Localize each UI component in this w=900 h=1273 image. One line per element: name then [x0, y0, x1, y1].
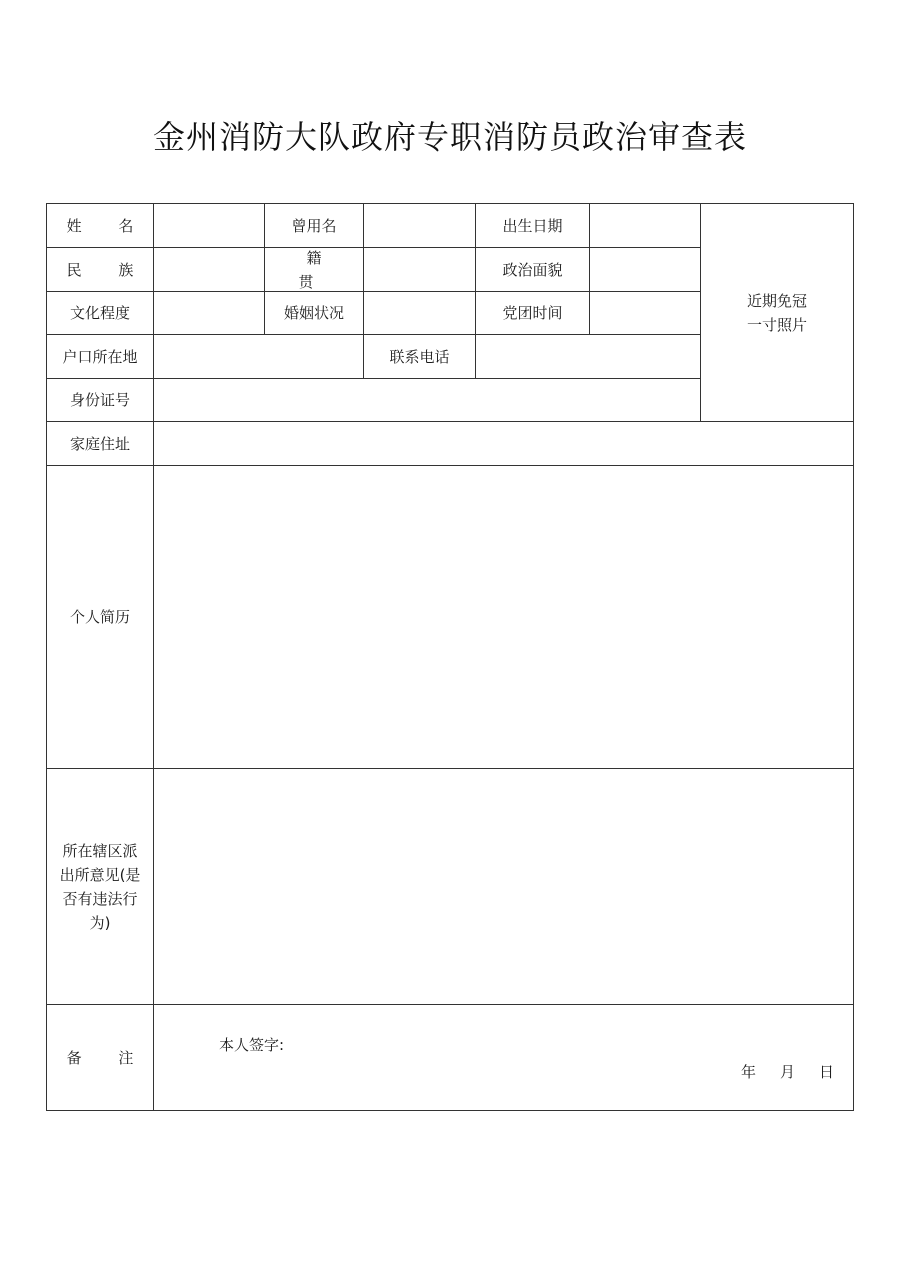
photo-label-line-2: 一寸照片 [746, 315, 807, 334]
birth-date-label: 出生日期 [502, 216, 563, 235]
id-number-field[interactable] [154, 379, 700, 421]
phone-field[interactable] [476, 335, 700, 378]
review-form-table [46, 203, 854, 1111]
phone-label: 联系电话 [389, 347, 450, 366]
id-number-label: 身份证号 [69, 391, 130, 409]
birth-date-field[interactable] [590, 204, 700, 247]
signature-date [741, 1061, 834, 1082]
marital-status-field[interactable] [364, 292, 475, 334]
native-place-field[interactable] [364, 248, 475, 291]
name-label: 姓 名 [66, 216, 150, 235]
date-month-label: 月 [780, 1063, 796, 1081]
political-status-label: 政治面貌 [502, 260, 563, 279]
police-opinion-label [47, 769, 153, 1004]
ethnicity-label: 民 族 [66, 260, 150, 279]
remarks-field[interactable] [154, 1005, 853, 1110]
home-address-label: 家庭住址 [69, 434, 130, 453]
photo-placeholder[interactable] [701, 204, 853, 421]
photo-label-line-1: 近期免冠 [746, 291, 807, 310]
police-opinion-field[interactable] [154, 769, 853, 1004]
political-status-field[interactable] [590, 248, 700, 291]
party-join-date-label: 党团时间 [502, 304, 563, 322]
household-registration-field[interactable] [154, 335, 363, 378]
household-registration-label: 户口所在地 [62, 347, 138, 366]
police-opinion-line-4: 为) [89, 913, 111, 932]
party-join-date-field[interactable] [590, 292, 700, 334]
date-year-label: 年 [741, 1063, 757, 1081]
marital-status-label: 婚姻状况 [283, 304, 344, 322]
name-field[interactable] [154, 204, 264, 247]
ethnicity-field[interactable] [154, 248, 264, 291]
resume-label: 个人简历 [69, 608, 130, 626]
date-day-label: 日 [819, 1063, 835, 1081]
former-name-field[interactable] [364, 204, 475, 247]
form-title: 金州消防大队政府专职消防员政治审查表 [152, 118, 747, 156]
police-opinion-line-3: 否有违法行 [62, 889, 138, 908]
home-address-field[interactable] [154, 422, 853, 465]
resume-field[interactable] [154, 466, 853, 768]
former-name-label: 曾用名 [291, 216, 337, 235]
signature-label: 本人签字: [219, 1036, 285, 1054]
education-label: 文化程度 [69, 304, 130, 322]
remarks-label: 备 注 [66, 1048, 150, 1067]
education-field[interactable] [154, 292, 264, 334]
police-opinion-line-1: 所在辖区派 [62, 841, 138, 860]
police-opinion-line-2: 出所意见(是 [59, 865, 141, 884]
native-place-label: 籍 贯 [298, 248, 338, 291]
